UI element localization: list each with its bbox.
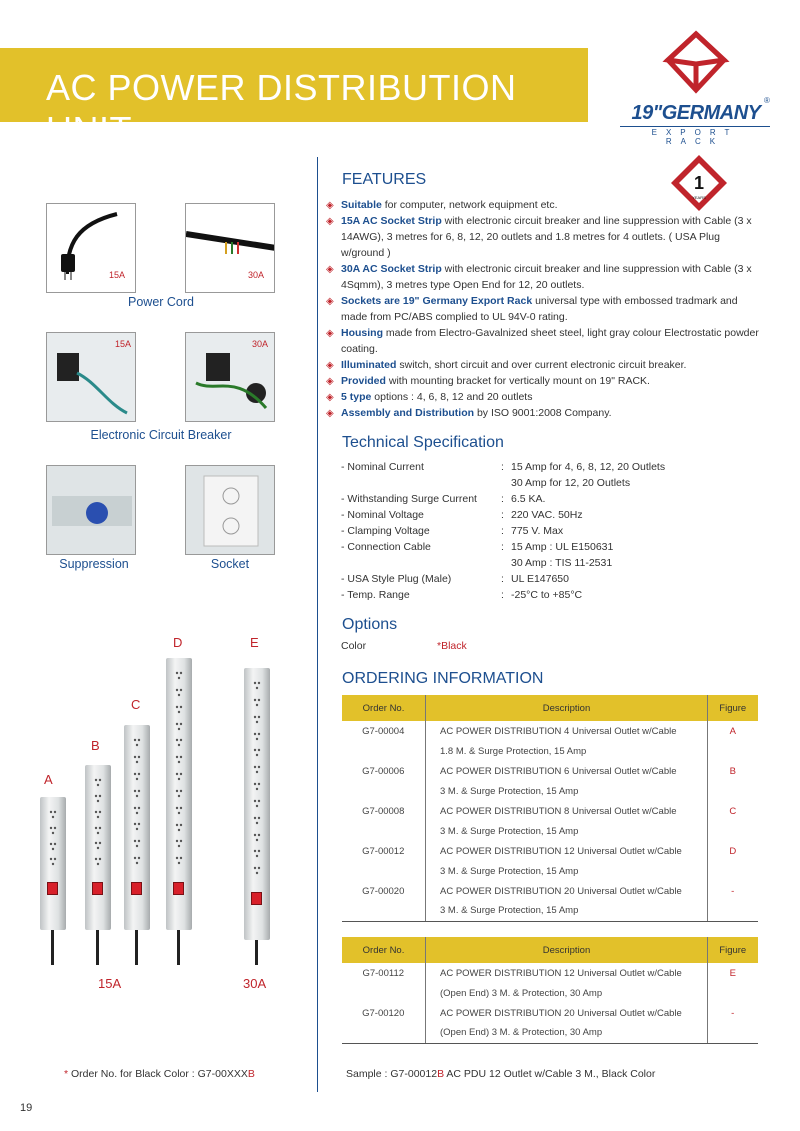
order-figure: - [708, 1003, 758, 1023]
order-figure-blank [708, 861, 758, 881]
order-no-blank [342, 1023, 426, 1043]
col-description: Description [426, 695, 708, 721]
order-row-cont [342, 1023, 758, 1043]
breaker-label-30a: 30A [252, 339, 269, 349]
order-row [342, 963, 758, 983]
pdu-strip [124, 725, 150, 930]
spec-row [341, 571, 761, 587]
suppression-image [46, 465, 136, 555]
spec-colon: : [501, 493, 504, 505]
outlet-icon [48, 823, 58, 837]
order-desc-line2: 3 M. & Surge Protection, 15 Amp [440, 865, 579, 877]
diamond-bullet-icon: ◈ [326, 216, 334, 227]
spec-value: 220 VAC. 50Hz [511, 509, 583, 521]
power-cord-15a-image [46, 203, 136, 293]
power-cable [96, 930, 99, 965]
outlet-icon [132, 853, 142, 867]
breaker-label-15a: 15A [115, 339, 132, 349]
spec-colon: : [501, 525, 504, 537]
outlet-icon [252, 796, 262, 810]
spec-row [341, 459, 761, 475]
sample-label: Sample : G7-00012 [346, 1068, 438, 1080]
feature-item [326, 405, 766, 421]
order-desc-line1: AC POWER DISTRIBUTION 12 Universal Outlet w/Cable [440, 967, 682, 979]
pdu-strip [85, 765, 111, 930]
feature-text: with electronic circuit breaker and line suppression with Cable (3 x 14AWG), 3 metres for 6, 8, 12, 20 outlets and 1.8 metres for 4 outlets. ( USA Plug w/ground ) [341, 215, 752, 259]
power-switch-icon [92, 882, 103, 895]
diamond-bullet-icon: ◈ [326, 408, 334, 419]
outlet-icon [252, 779, 262, 793]
feature-bold: Suitable [341, 199, 382, 211]
order-no-blank [342, 861, 426, 881]
logo-name: 19"GERMANY [631, 102, 761, 124]
power-switch-icon [131, 882, 142, 895]
logo-subtitle: EXPORT RACK [620, 126, 770, 146]
order-figure: B [708, 761, 758, 781]
order-figure-blank [708, 901, 758, 921]
pdu-strip [244, 668, 270, 940]
feature-item [326, 357, 766, 373]
order-desc-line2: 3 M. & Surge Protection, 15 Amp [440, 825, 579, 837]
outlet-icon [93, 791, 103, 805]
spec-key: - Connection Cable [341, 541, 431, 553]
outlet-icon [93, 807, 103, 821]
outlet-icon [48, 807, 58, 821]
order-row-cont [342, 781, 758, 801]
outlet-icon [174, 668, 184, 682]
outlet-icon [252, 695, 262, 709]
feature-item [326, 389, 766, 405]
spec-row [341, 539, 761, 555]
spec-key: - Nominal Voltage [341, 509, 424, 521]
spec-key: - Withstanding Surge Current [341, 493, 477, 505]
page-number: 19 [20, 1102, 33, 1114]
badge-years: YEARS [692, 195, 706, 200]
order-row [342, 721, 758, 741]
order-desc-line1: AC POWER DISTRIBUTION 8 Universal Outlet w/Cable [440, 805, 677, 817]
col-order-no: Order No. [342, 695, 426, 721]
spec-value: 15 Amp : UL E150631 [511, 541, 614, 553]
outlet-icon [174, 719, 184, 733]
feature-text: with electronic circuit breaker and line suppression with Cable (3 x 4Sqmm), 3 metres type Open End for 12, 20 outlets. [341, 263, 752, 291]
feature-bold: 5 type [341, 391, 372, 403]
order-row [342, 801, 758, 821]
order-no-blank [342, 781, 426, 801]
outlet-icon [252, 863, 262, 877]
power-cord-30a-image [185, 203, 275, 293]
registered-mark: ® [764, 96, 770, 105]
outlet-icon [174, 836, 184, 850]
outlet-icon [93, 854, 103, 868]
outlet-icon [132, 819, 142, 833]
cord-label-15a: 15A [109, 270, 126, 280]
feature-bold: 15A AC Socket Strip [341, 215, 442, 227]
spec-value: 15 Amp for 4, 6, 8, 12, 20 Outlets [511, 461, 666, 473]
features-heading: FEATURES [342, 171, 427, 188]
outlet-icon [93, 823, 103, 837]
spec-key: - Clamping Voltage [341, 525, 430, 537]
spec-value: 6.5 KA. [511, 493, 546, 505]
col-figure: Figure [708, 937, 758, 963]
pdu-letter-d: D [173, 635, 183, 650]
outlet-icon [48, 839, 58, 853]
footer-sample [346, 1068, 655, 1080]
feature-text: switch, short circuit and over current electronic circuit breaker. [396, 359, 687, 371]
order-no-blank [342, 901, 426, 921]
outlet-icon [252, 678, 262, 692]
ordering-table-30a [341, 937, 758, 1044]
diamond-bullet-icon: ◈ [326, 328, 334, 339]
cord-label-30a: 30A [248, 270, 265, 280]
outlet-icon [252, 813, 262, 827]
amp-label-30a: 30A [243, 976, 267, 991]
col-description: Description [426, 937, 708, 963]
diamond-bullet-icon: ◈ [326, 360, 334, 371]
outlet-icon [174, 769, 184, 783]
cube-logo-icon [616, 30, 776, 102]
feature-bold: Sockets are 19" Germany Export Rack [341, 295, 533, 307]
sample-desc: AC PDU 12 Outlet w/Cable 3 M., Black Color [444, 1068, 656, 1080]
order-figure: - [708, 881, 758, 901]
diamond-bullet-icon: ◈ [326, 392, 334, 403]
diamond-bullet-icon: ◈ [326, 200, 334, 211]
diamond-bullet-icon: ◈ [326, 296, 334, 307]
order-no: G7-00006 [342, 761, 426, 781]
feature-item [326, 325, 766, 357]
order-desc-line2: 3 M. & Surge Protection, 15 Amp [440, 785, 579, 797]
outlet-icon [252, 846, 262, 860]
col-figure: Figure [708, 695, 758, 721]
order-no-blank [342, 821, 426, 841]
outlet-icon [132, 769, 142, 783]
outlet-icon [132, 803, 142, 817]
spec-row [341, 491, 761, 507]
feature-item [326, 373, 766, 389]
order-desc-line1: AC POWER DISTRIBUTION 6 Universal Outlet w/Cable [440, 765, 677, 777]
order-no: G7-00112 [342, 963, 426, 983]
spec-key: - Temp. Range [341, 589, 410, 601]
outlet-icon [132, 836, 142, 850]
feature-bold: Illuminated [341, 359, 397, 371]
feature-bold: Assembly and Distribution [341, 407, 475, 419]
order-figure: E [708, 963, 758, 983]
order-desc-line2: (Open End) 3 M. & Protection, 30 Amp [426, 1023, 708, 1043]
company-logo [616, 30, 776, 146]
feature-item [326, 197, 766, 213]
order-row-cont [342, 741, 758, 761]
order-row [342, 841, 758, 861]
spec-key: - Nominal Current [341, 461, 424, 473]
spec-row [341, 475, 761, 491]
options-value: *Black [437, 640, 467, 652]
order-row [342, 1003, 758, 1023]
suppression-caption: Suppression [59, 557, 129, 571]
outlet-icon [252, 729, 262, 743]
diamond-bullet-icon: ◈ [326, 264, 334, 275]
order-figure-blank [708, 983, 758, 1003]
spec-row [341, 587, 761, 603]
order-row-cont [342, 821, 758, 841]
order-figure: D [708, 841, 758, 861]
options-heading: Options [342, 616, 398, 633]
pdu-strip [166, 658, 192, 930]
order-no: G7-00004 [342, 721, 426, 741]
order-desc-line1: AC POWER DISTRIBUTION 20 Universal Outlet w/Cable [440, 1007, 682, 1019]
outlet-icon [174, 685, 184, 699]
outlet-icon [93, 775, 103, 789]
footer-note-suffix: B [247, 1068, 255, 1080]
footer-black-color-note [64, 1068, 255, 1080]
power-cable [255, 940, 258, 965]
order-desc-line2: 1.8 M. & Surge Protection, 15 Amp [440, 745, 587, 757]
power-switch-icon [47, 882, 58, 895]
outlet-icon [174, 786, 184, 800]
feature-text: for computer, network equipment etc. [381, 199, 558, 211]
spec-value: -25°C to +85°C [511, 589, 583, 601]
outlet-icon [174, 702, 184, 716]
feature-text: options : 4, 6, 8, 12 and 20 outlets [371, 391, 533, 403]
pdu-strip [40, 797, 66, 930]
breaker-30a-image [185, 332, 275, 422]
ordering-table-15a [341, 695, 758, 922]
power-cord-caption: Power Cord [128, 295, 194, 309]
feature-bold: 30A AC Socket Strip [341, 263, 442, 275]
outlet-icon [174, 820, 184, 834]
outlet-icon [132, 786, 142, 800]
order-desc-line1: AC POWER DISTRIBUTION 20 Universal Outlet w/Cable [440, 885, 682, 897]
order-figure-blank [708, 1023, 758, 1043]
outlet-icon [93, 838, 103, 852]
order-no-blank [342, 983, 426, 1003]
tech-spec-list [341, 459, 761, 603]
spec-value: 775 V. Max [511, 525, 564, 537]
spec-colon: : [501, 573, 504, 585]
power-switch-icon [251, 892, 262, 905]
footer-note-text: Order No. for Black Color : G7-00XXX [68, 1068, 248, 1080]
order-figure: C [708, 801, 758, 821]
order-desc-line2: 3 M. & Surge Protection, 15 Amp [426, 901, 708, 921]
feature-text: made from Electro-Gavalnized sheet steel, light gray colour Electrostatic powder coating. [341, 327, 759, 355]
feature-text: universal type with embossed tradmark and made from PC/ABS complied to UL 94V-0 rating. [341, 295, 738, 323]
spec-row [341, 555, 761, 571]
outlet-icon [252, 745, 262, 759]
outlet-icon [252, 762, 262, 776]
outlet-icon [174, 853, 184, 867]
feature-bold: Provided [341, 375, 386, 387]
order-row [342, 761, 758, 781]
feature-item [326, 213, 766, 261]
options-label: Color [341, 640, 367, 652]
feature-item [326, 261, 766, 293]
feature-text: with mounting bracket for vertically mount on 19" RACK. [385, 375, 650, 387]
order-no-blank [342, 741, 426, 761]
diamond-bullet-icon: ◈ [326, 376, 334, 387]
feature-bold: Housing [341, 327, 383, 339]
spec-value: UL E147650 [511, 573, 569, 585]
order-no: G7-00020 [342, 881, 426, 901]
spec-value: 30 Amp : TIS 11-2531 [511, 557, 613, 569]
pdu-letter-c: C [131, 697, 141, 712]
spec-row [341, 507, 761, 523]
page-title: AC POWER DISTRIBUTION UNIT [46, 67, 517, 150]
features-list [326, 197, 766, 421]
order-row-cont [342, 901, 758, 921]
order-row-cont [342, 861, 758, 881]
badge-number: 1 [693, 173, 705, 193]
outlet-icon [252, 830, 262, 844]
power-cable [51, 930, 54, 965]
order-desc-line1: AC POWER DISTRIBUTION 12 Universal Outlet w/Cable [440, 845, 682, 857]
order-figure-blank [708, 741, 758, 761]
socket-image [185, 465, 275, 555]
order-no: G7-00120 [342, 1003, 426, 1023]
breaker-caption: Electronic Circuit Breaker [90, 428, 232, 442]
amp-label-15a: 15A [98, 976, 122, 991]
ordering-heading: ORDERING INFORMATION [342, 670, 544, 687]
power-cable [177, 930, 180, 965]
spec-colon: : [501, 461, 504, 473]
spec-colon: : [501, 589, 504, 601]
outlet-icon [48, 854, 58, 868]
order-row [342, 881, 758, 901]
spec-colon: : [501, 509, 504, 521]
order-figure-blank [708, 821, 758, 841]
outlet-icon [174, 735, 184, 749]
order-no: G7-00012 [342, 841, 426, 861]
sample-suffix: B [437, 1068, 445, 1080]
outlet-icon [132, 752, 142, 766]
outlet-icon [174, 803, 184, 817]
pdu-letter-e: E [250, 635, 259, 650]
feature-text: by ISO 9001:2008 Company. [474, 407, 612, 419]
order-desc-line1: AC POWER DISTRIBUTION 4 Universal Outlet w/Cable [440, 725, 677, 737]
options-row [341, 640, 467, 652]
spec-key: - USA Style Plug (Male) [341, 573, 452, 585]
spec-value: 30 Amp for 12, 20 Outlets [511, 477, 631, 489]
title-banner [0, 48, 588, 150]
feature-item [326, 293, 766, 325]
socket-caption: Socket [210, 557, 250, 571]
outlet-icon [174, 752, 184, 766]
spec-row [341, 523, 761, 539]
col-order-no: Order No. [342, 937, 426, 963]
breaker-15a-image [46, 332, 136, 422]
order-figure-blank [708, 781, 758, 801]
outlet-icon [252, 712, 262, 726]
order-row-cont [342, 983, 758, 1003]
pdu-letter-b: B [91, 738, 100, 753]
power-switch-icon [173, 882, 184, 895]
power-cable [135, 930, 138, 965]
column-divider [317, 157, 318, 1092]
outlet-icon [132, 735, 142, 749]
order-desc-line2: (Open End) 3 M. & Protection, 30 Amp [440, 987, 603, 999]
tech-spec-heading: Technical Specification [342, 434, 504, 451]
order-no: G7-00008 [342, 801, 426, 821]
pdu-letter-a: A [44, 772, 53, 787]
footer-star: * [64, 1068, 69, 1080]
spec-colon: : [501, 541, 504, 553]
order-figure: A [708, 721, 758, 741]
